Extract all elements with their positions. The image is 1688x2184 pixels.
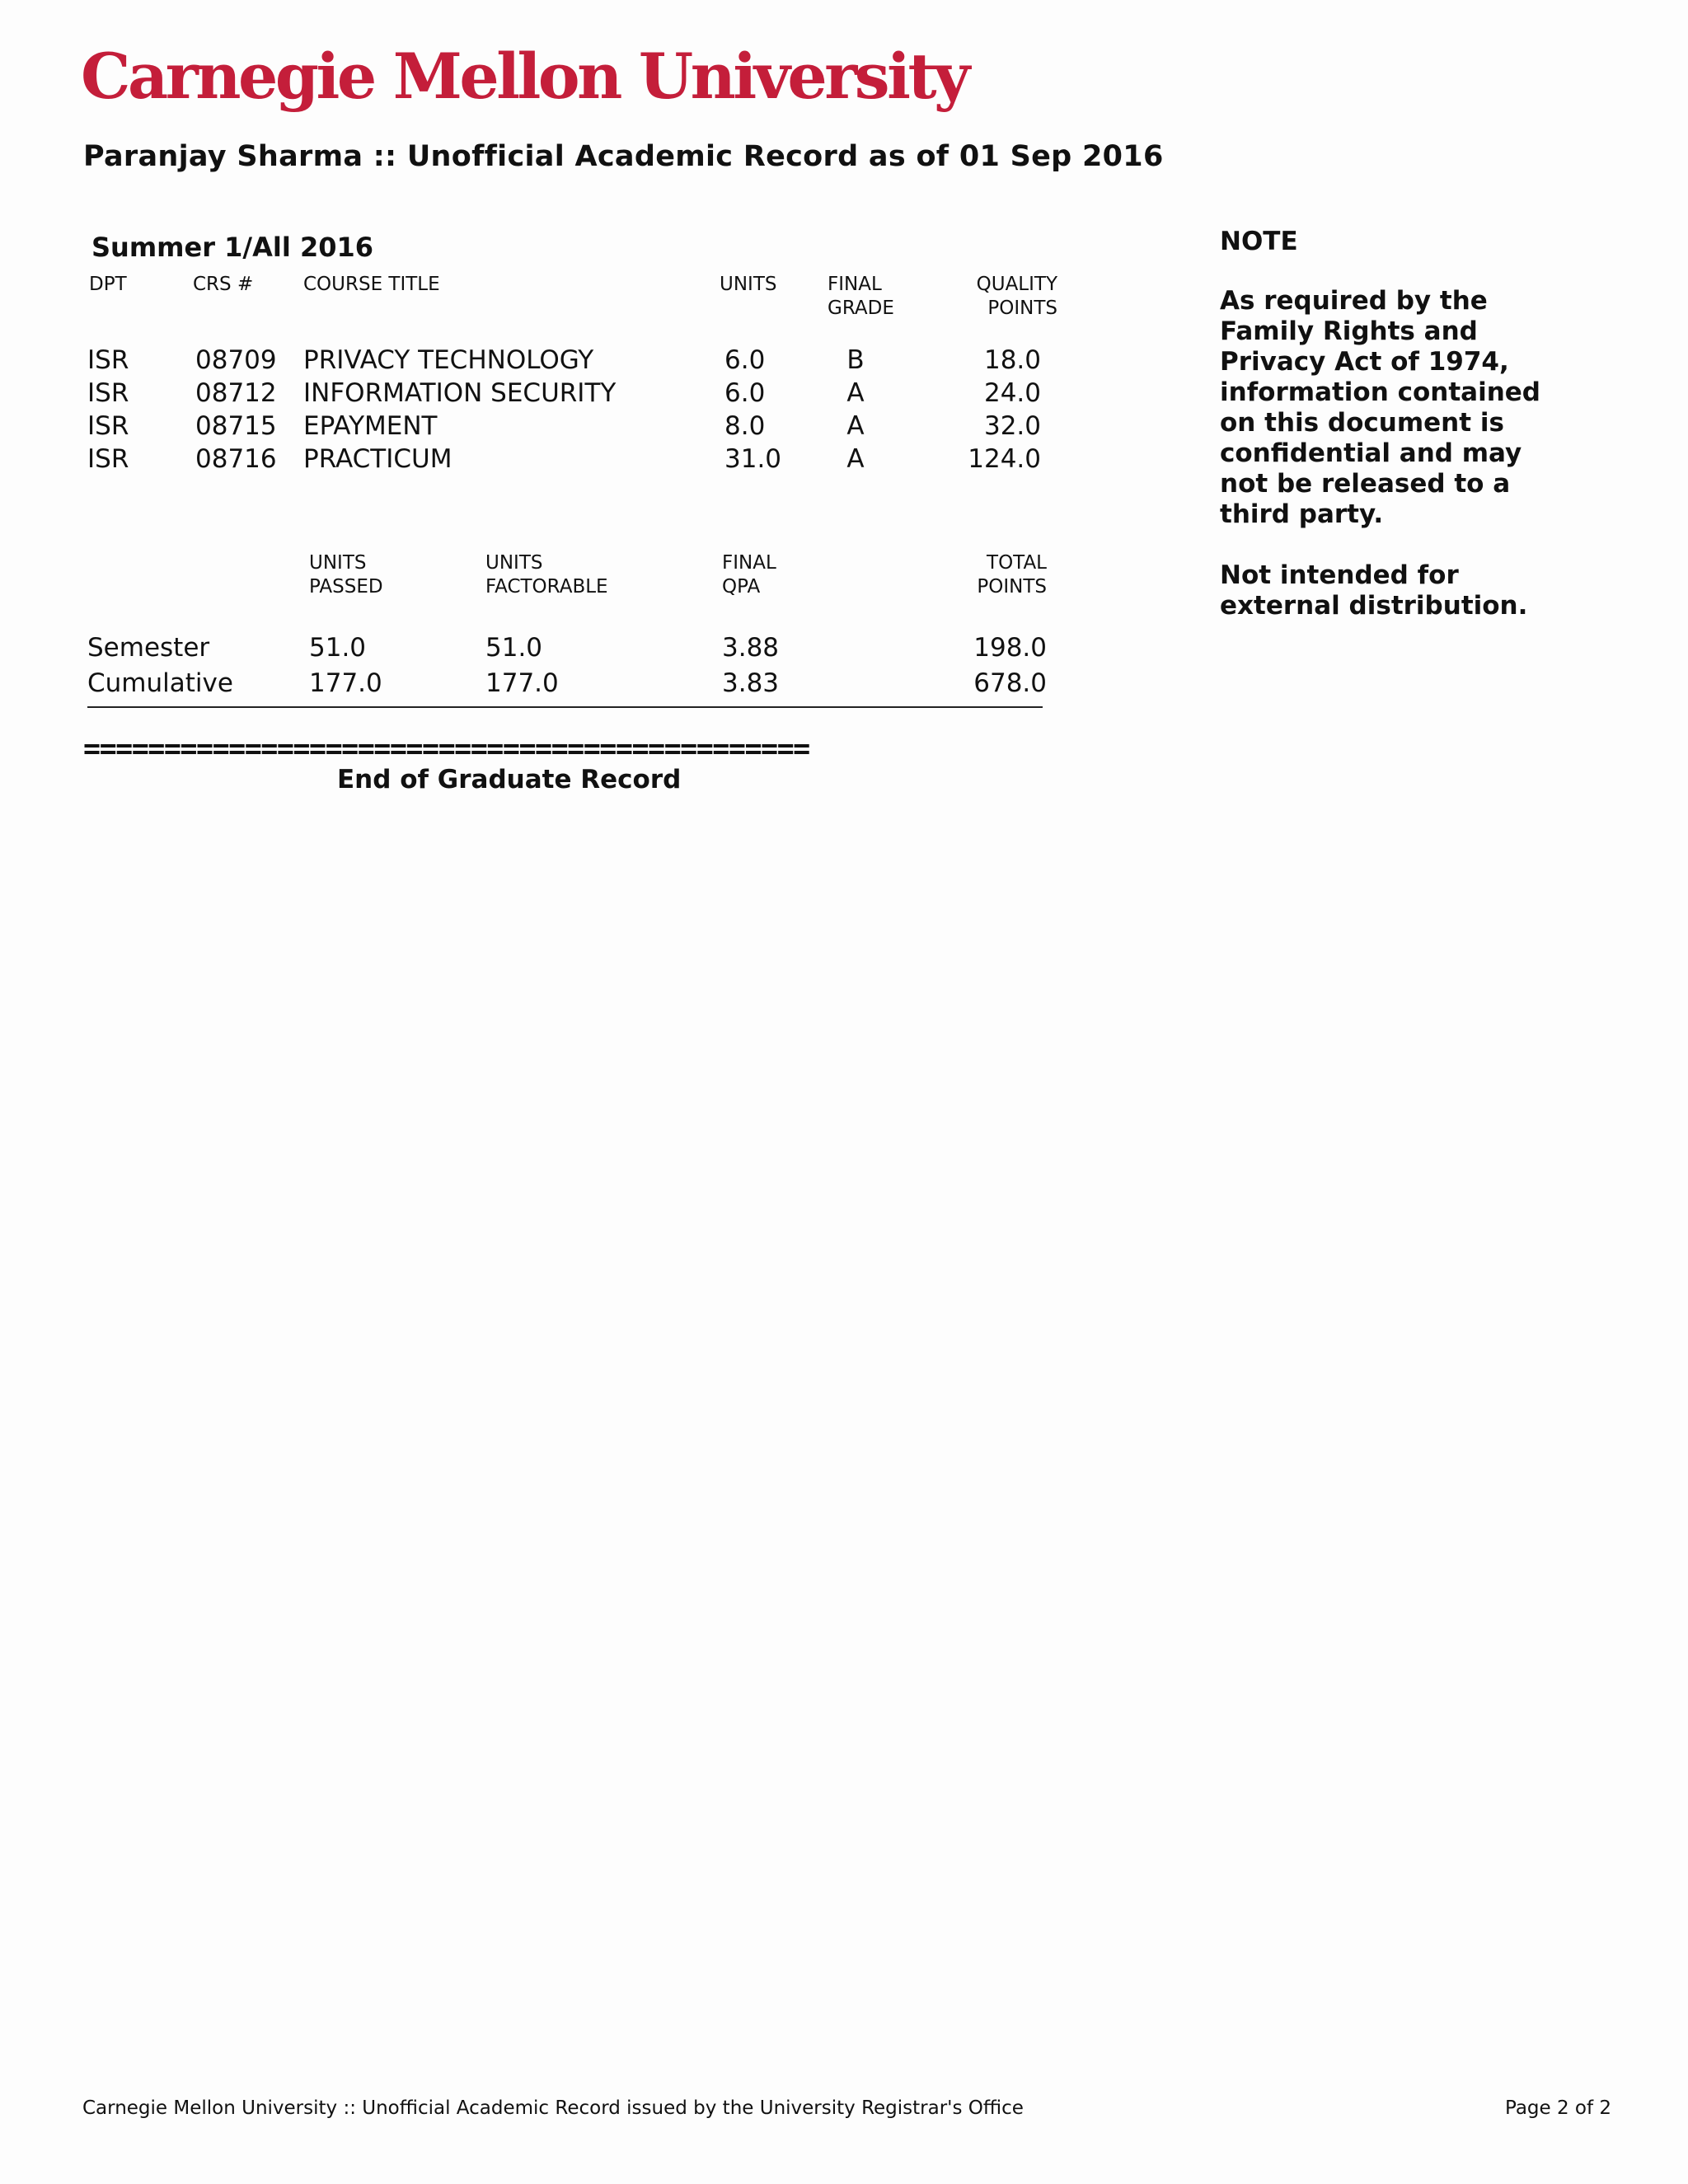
header-quality-points-line1: QUALITY <box>976 274 1057 295</box>
summary-label: Semester <box>87 633 210 663</box>
course-grade: B <box>846 345 865 375</box>
course-number: 08712 <box>195 378 277 408</box>
course-quality-points: 124.0 <box>968 444 1041 474</box>
course-number: 08715 <box>195 411 277 441</box>
summary-qpa: 3.83 <box>722 668 780 698</box>
header-units: UNITS <box>720 274 777 295</box>
header-final-grade-line2: GRADE <box>828 298 894 319</box>
course-dpt: ISR <box>87 378 129 408</box>
course-units: 8.0 <box>724 411 766 441</box>
summary-units-factorable: 51.0 <box>485 633 543 663</box>
header-final-grade <box>828 273 894 321</box>
header-total-points-line1: TOTAL <box>987 552 1047 574</box>
end-of-record: End of Graduate Record <box>337 765 682 794</box>
note-body: As required by the Family Rights and Privacy Act of 1974, information contained on this document is confidential and may not be released to a third party. Not intended for external distribution. <box>1220 286 1540 621</box>
footer-issuer: Carnegie Mellon University :: Unofficial Academic Record issued by the University Registrar's Office <box>82 2097 1024 2119</box>
course-dpt: ISR <box>87 411 129 441</box>
course-dpt: ISR <box>87 345 129 375</box>
course-quality-points: 24.0 <box>983 378 1041 408</box>
header-final-qpa-line1: FINAL <box>722 552 776 574</box>
course-units: 6.0 <box>724 345 766 375</box>
header-quality-points-line2: POINTS <box>987 298 1057 319</box>
course-number: 08709 <box>195 345 277 375</box>
header-final-qpa-line2: QPA <box>722 576 761 598</box>
course-units: 6.0 <box>724 378 766 408</box>
summary-units-factorable: 177.0 <box>485 668 559 698</box>
header-total-points-line2: POINTS <box>977 576 1047 598</box>
header-units-factorable <box>485 551 608 599</box>
footer-page-number: Page 2 of 2 <box>1505 2097 1612 2119</box>
course-units: 31.0 <box>724 444 782 474</box>
header-total-points <box>948 551 1047 599</box>
term-heading: Summer 1/All 2016 <box>91 232 373 263</box>
header-units-passed-line2: PASSED <box>309 576 383 598</box>
record-separator: ============================================= <box>83 733 809 766</box>
summary-total-points: 678.0 <box>973 668 1047 698</box>
summary-units-passed: 51.0 <box>309 633 367 663</box>
header-units-passed-line1: UNITS <box>309 552 367 574</box>
header-units-factorable-line2: FACTORABLE <box>485 576 608 598</box>
header-final-grade-line1: FINAL <box>828 274 882 295</box>
course-title: INFORMATION SECURITY <box>303 378 617 408</box>
summary-total-points: 198.0 <box>973 633 1047 663</box>
header-course-title: COURSE TITLE <box>303 274 440 295</box>
course-title: PRACTICUM <box>303 444 452 474</box>
university-logo: Carnegie Mellon University <box>81 40 968 113</box>
header-crs: CRS # <box>193 274 254 295</box>
course-quality-points: 32.0 <box>983 411 1041 441</box>
course-title: PRIVACY TECHNOLOGY <box>303 345 594 375</box>
header-quality-points <box>956 273 1057 321</box>
header-units-passed <box>309 551 383 599</box>
note-heading: NOTE <box>1220 227 1298 256</box>
header-units-factorable-line1: UNITS <box>485 552 543 574</box>
course-title: EPAYMENT <box>303 411 438 441</box>
summary-qpa: 3.88 <box>722 633 780 663</box>
document-title: Paranjay Sharma :: Unofficial Academic Record as of 01 Sep 2016 <box>83 140 1164 173</box>
course-grade: A <box>846 411 865 441</box>
course-grade: A <box>846 444 865 474</box>
course-number: 08716 <box>195 444 277 474</box>
header-final-qpa <box>722 551 776 599</box>
course-grade: A <box>846 378 865 408</box>
summary-divider <box>87 706 1043 708</box>
course-dpt: ISR <box>87 444 129 474</box>
summary-units-passed: 177.0 <box>309 668 382 698</box>
summary-label: Cumulative <box>87 668 233 698</box>
header-dpt: DPT <box>89 274 127 295</box>
course-quality-points: 18.0 <box>983 345 1041 375</box>
